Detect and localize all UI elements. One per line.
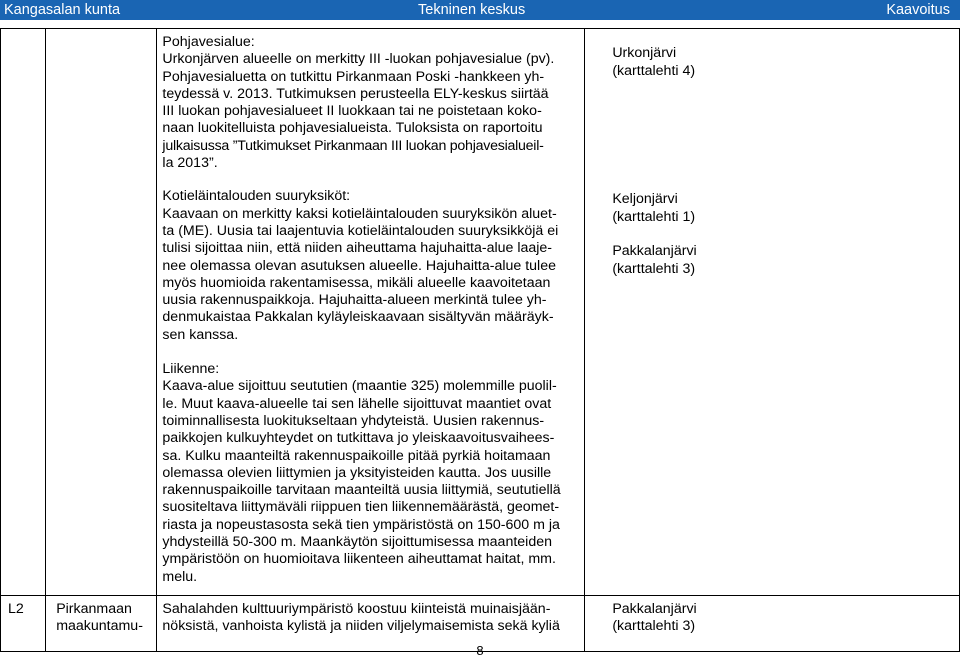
map-reference-cell [585, 29, 960, 596]
authority-cell [46, 29, 157, 596]
code-cell: L2 [1, 596, 46, 652]
map-ref-pakkalanjarvi: Pakkalanjärvi (karttalehti 3) [612, 601, 697, 635]
header-municipality: Kangasalan kunta [4, 2, 121, 18]
page-header [0, 0, 960, 20]
culture-paragraph: Sahalahden kulttuuriympäristö koostuu kiinteistä muinaisjään- nöksistä, vanhoista kylistä ja niiden viljelymaisemista sekä kyliä [162, 601, 560, 635]
code-cell [1, 29, 46, 596]
header-department: Tekninen keskus [418, 2, 526, 18]
header-unit: Kaavoitus [886, 2, 950, 18]
livestock-paragraph: Kotieläintalouden suuryksiköt: Kaavaan on merkitty kaksi kotieläintalouden suuryksikön aluet- ta (ME). Uusia tai laajentuvia kotieläintalouden suuryksikköjä ei tulisi sijoittaa niin, että niiden aiheuttama hajuhaitta-alue laaje- nee olemassa olevan asutuksen alueelle. Hajuhaitta-alue tulee myös huomioida rakentamisessa, mikäli alueelle kaavoitetaan uusia rakennuspaikkoja. Hajuhaitta-alueen merkintä tulee yh- denmukaistaa Pakkalan kyläyleiskaavaan sisältyvän määräyk- sen kanssa. [162, 188, 559, 343]
statement-table [0, 28, 960, 652]
authority-cell: Pirkanmaan maakuntamu- [46, 596, 157, 652]
map-ref-keljonjarvi: Keljonjärvi (karttalehti 1) [612, 191, 696, 225]
statement-cell [157, 29, 585, 596]
traffic-paragraph: Liikenne: Kaava-alue sijoittuu seututien (maantie 325) molemmille puolil- le. Muut kaava-alueelle tai sen lähelle sijoittuvat maantiet ovat toiminnallisesta luokitukseltaan yhdyteistä. Uusien rakennus- paikkojen kulkuyhteydet on tutkittava jo yleiskaavoitusvaihees- sa. Kulku maanteiltä rakennuspaikoille pitää pyrkiä hoitamaan olemassa olevien liittymien ja yksityisteiden kautta. Jos uusille rakennuspaikoille tarvitaan maanteiltä uusia liittymiä, seututiellä suositeltava liittymäväli riippuen tien liikennemäärästä, geomet- riasta ja nopeustasosta sekä tien ympäristöstä on 150-600 m ja yhdysteillä 50-300 m. Maankäytön sijoittumisessa maanteiden ympäristöön on huomioitava liikenteen aiheuttamat haitat, mm. melu. [162, 361, 561, 585]
page-number: 8 [476, 643, 484, 658]
map-ref-pakkalanjarvi: Pakkalanjärvi (karttalehti 3) [612, 243, 697, 277]
map-ref-urkonjarvi: Urkonjärvi (karttalehti 4) [612, 45, 696, 79]
groundwater-paragraph: Pohjavesialue: Urkonjärven alueelle on merkitty III -luokan pohjavesialue (pv). Pohjavesialuetta on tutkittu Pirkanmaan Poski -hankkeen yh- teydessä v. 2013. Tutkimuksen perusteella ELY-keskus siirtää III luokan pohjavesialueet II luokkaan tai ne poistetaan koko- naan luokitelluista pohjavesialueista. Tuloksista on raportoitu julkaisussa ”Tutkimukset Pirkanmaan III luokan pohjavesialueil- la 2013”. [162, 34, 555, 172]
table-row [1, 29, 960, 596]
